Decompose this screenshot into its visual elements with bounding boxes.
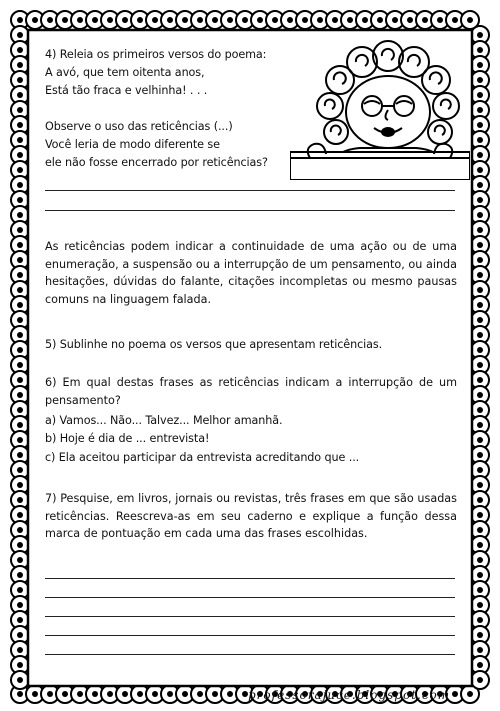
answer-line[interactable] [45, 578, 455, 579]
answer-line[interactable] [45, 635, 455, 636]
q4-question-line-2: ele não fosse encerrado por reticências? [45, 156, 268, 169]
q5-instruction: 5) Sublinhe no poema os versos que apresentam reticências. [45, 338, 383, 351]
q7-instruction: 7) Pesquise, em livros, jornais ou revistas, três frases em que são usadas reticências. Reescreva-as em seu caderno e explique a função dessa marca de pontuação em cada uma das frases escolhidas. [45, 492, 457, 540]
blog-credit: professorajuce.blogspot.com [248, 688, 451, 702]
q6-heading: 6) Em qual destas frases as reticências indicam a interrupção de um pensamento? [45, 376, 457, 407]
poem-verse-2: Está tão fraca e velhinha! . . . [45, 84, 208, 97]
q6-option-a: a) Vamos... Não... Talvez... Melhor amanhã. [45, 414, 283, 427]
q6-option-b: b) Hoje é dia de ... entrevista! [45, 432, 210, 445]
q4-question-line-1: Você leria de modo diferente se [45, 138, 220, 151]
answer-line[interactable] [45, 616, 455, 617]
grandmother-illustration [290, 40, 470, 180]
answer-line[interactable] [45, 210, 455, 211]
poem-verse-1: A avó, que tem oitenta anos, [45, 66, 205, 79]
q4-heading: 4) Releia os primeiros versos do poema: [45, 48, 267, 61]
answer-line[interactable] [45, 597, 455, 598]
ellipsis-explanation: As reticências podem indicar a continuidade de uma ação ou de uma enumeração, a suspensão ou a interrupção de um pensamento, ou ainda hesitações, dúvidas do falante, citações incompletas ou mesmo pausas comuns na linguagem falada. [45, 240, 457, 306]
q4-observe: Observe o uso das reticências (...) [45, 120, 233, 133]
answer-line[interactable] [45, 654, 455, 655]
answer-line[interactable] [45, 190, 455, 191]
q6-option-c: c) Ela aceitou participar da entrevista acreditando que ... [45, 451, 360, 464]
